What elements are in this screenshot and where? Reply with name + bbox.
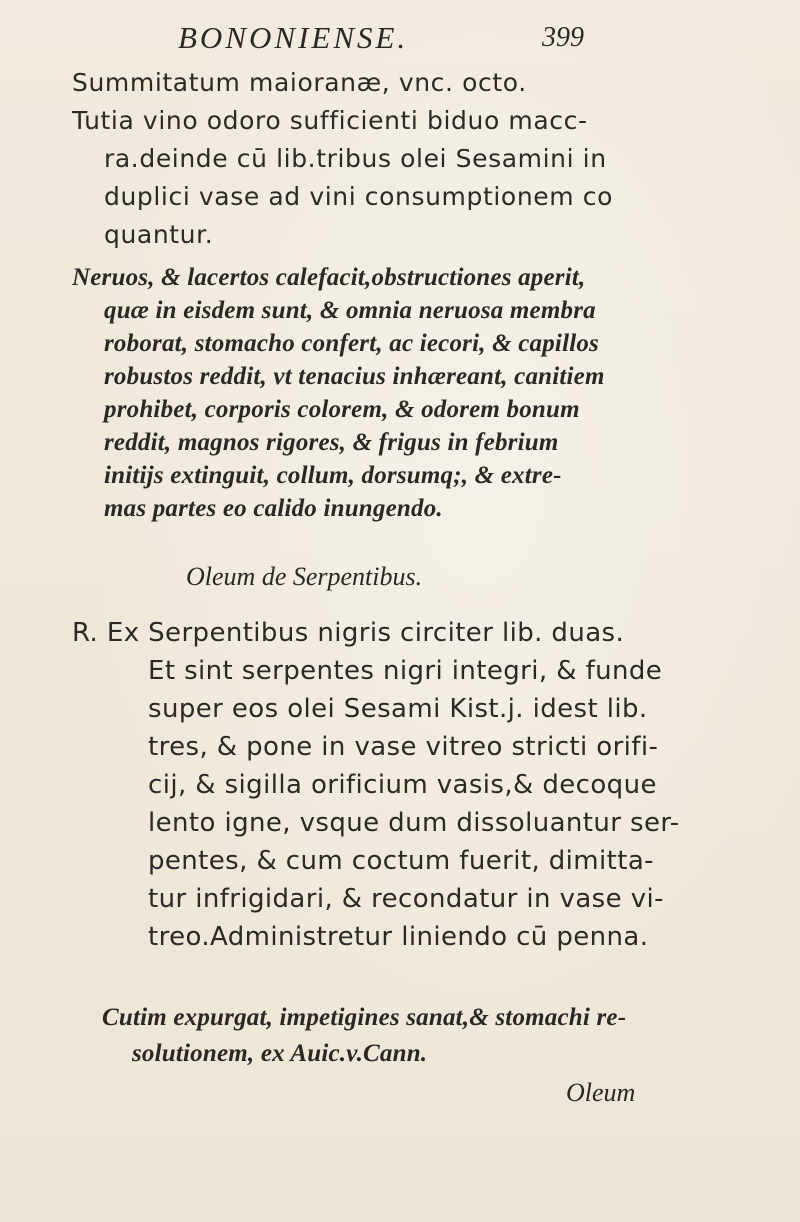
page-header bbox=[0, 20, 800, 64]
text-line: cij, & sigilla orificium vasis,& decoque bbox=[148, 770, 657, 800]
text-line: Tutia vino odoro sufficienti biduo macc- bbox=[72, 106, 588, 135]
text-line: roborat, stomacho confert, ac iecori, & capillos bbox=[104, 330, 599, 357]
text-line: ra.deinde cū lib.tribus olei Sesamini in bbox=[104, 144, 607, 173]
text-line: solutionem, ex Auic.v.Cann. bbox=[132, 1040, 428, 1067]
page-number: 399 bbox=[542, 22, 584, 53]
section-heading: Oleum de Serpentibus. bbox=[186, 562, 423, 591]
text-line: tres, & pone in vase vitreo stricti orifi- bbox=[148, 732, 659, 762]
text-line: super eos olei Sesami Kist.j. idest lib. bbox=[148, 694, 648, 724]
text-line: reddit, magnos rigores, & frigus in febrium bbox=[104, 429, 559, 456]
text-line: prohibet, corporis colorem, & odorem bonum bbox=[104, 396, 580, 423]
text-line: lento igne, vsque dum dissoluantur ser- bbox=[148, 808, 680, 838]
catchword: Oleum bbox=[566, 1078, 636, 1107]
text-line: duplici vase ad vini consumptionem co bbox=[104, 182, 613, 211]
text-line: tur infrigidari, & recondatur in vase vi- bbox=[148, 884, 664, 914]
text-line: Summitatum maioranæ, vnc. octo. bbox=[72, 68, 527, 97]
text-line: initijs extinguit, collum, dorsumq;, & extre- bbox=[104, 462, 562, 489]
text-line: Cutim expurgat, impetigines sanat,& stomachi re- bbox=[102, 1004, 627, 1031]
text-line: Et sint serpentes nigri integri, & funde bbox=[148, 656, 663, 686]
text-line: Neruos, & lacertos calefacit,obstructiones aperit, bbox=[72, 264, 586, 291]
text-line: quæ in eisdem sunt, & omnia neruosa membra bbox=[104, 297, 596, 324]
text-line: treo.Administretur liniendo cū penna. bbox=[148, 922, 649, 952]
text-line: robustos reddit, vt tenacius inhæreant, canitiem bbox=[104, 363, 605, 390]
text-line: mas partes eo calido inungendo. bbox=[104, 495, 443, 522]
text-line: R. Ex Serpentibus nigris circiter lib. duas. bbox=[72, 618, 625, 648]
text-line: pentes, & cum coctum fuerit, dimitta- bbox=[148, 846, 654, 876]
text-line: quantur. bbox=[104, 220, 214, 249]
running-title: BONONIENSE. bbox=[178, 20, 409, 55]
